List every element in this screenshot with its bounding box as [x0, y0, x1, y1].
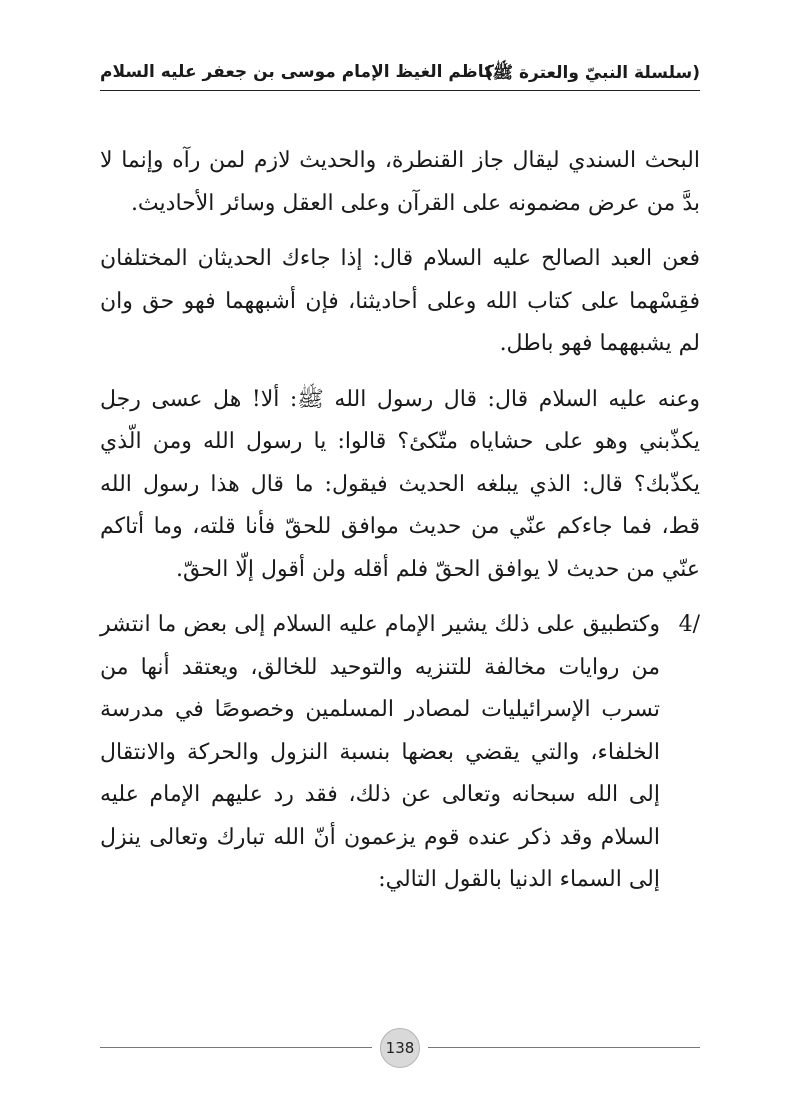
paragraph-1: البحث السندي ليقال جاز القنطرة، والحديث لازم لمن رآه وإنما لا بدَّ من عرض مضمونه على القرآن وعلى العقل وسائر الأحاديث.: [100, 148, 700, 216]
list-item-4: [100, 604, 700, 902]
page-body: [100, 140, 700, 915]
header-divider: [100, 90, 700, 91]
footer-line-right: [428, 1047, 700, 1048]
book-title: كاظم الغيظ الإمام موسى بن جعفر عليه السلام: [100, 62, 494, 82]
page-number-badge: 138: [380, 1028, 420, 1068]
page-footer: [100, 1028, 700, 1068]
paragraph-2: فعن العبد الصالح عليه السلام قال: إذا جاءك الحديثان المختلفان فقِسْهما على كتاب الله وعلى أحاديثنا، فإن أشبههما فهو حق وان لم يشبههما فهو باطل.: [100, 246, 700, 356]
footer-line-left: [100, 1047, 372, 1048]
page-header: [100, 52, 700, 92]
list-item-text: وكتطبيق على ذلك يشير الإمام عليه السلام إلى بعض ما انتشر من روايات مخالفة للتنزيه والتوحيد للخالق، ويعتقد أنها من تسرب الإسرائيليات لمصادر المسلمين وخصوصًا في مدرسة الخلفاء، والتي يقضي بعضها بنسبة النزول والحركة والانتقال إلى الله سبحانه وتعالى عن ذلك، فقد رد عليهم الإمام عليه السلام وقد ذكر عنده قوم يزعمون أنّ الله تبارك وتعالى ينزل إلى السماء الدنيا بالقول التالي:: [100, 612, 660, 892]
series-title: (سلسلة النبيّ والعترة ﷺ): [484, 63, 700, 83]
list-item-number: 4/: [678, 612, 700, 637]
paragraph-3: وعنه عليه السلام قال: قال رسول الله ﷺ: ألا! هل عسى رجل يكذّبني وهو على حشاياه متّكئ؟ قالوا: يا رسول الله ومن الّذي يكذّبك؟ قال: الذي يبلغه الحديث فيقول: ما قال هذا رسول الله قط، فما جاءكم عنّي من حديث موافق للحقّ فأنا قلته، وما أتاكم عنّي من حديث لا يوافق الحقّ فلم أقله ولن أقول إلّا الحقّ.: [100, 386, 700, 582]
